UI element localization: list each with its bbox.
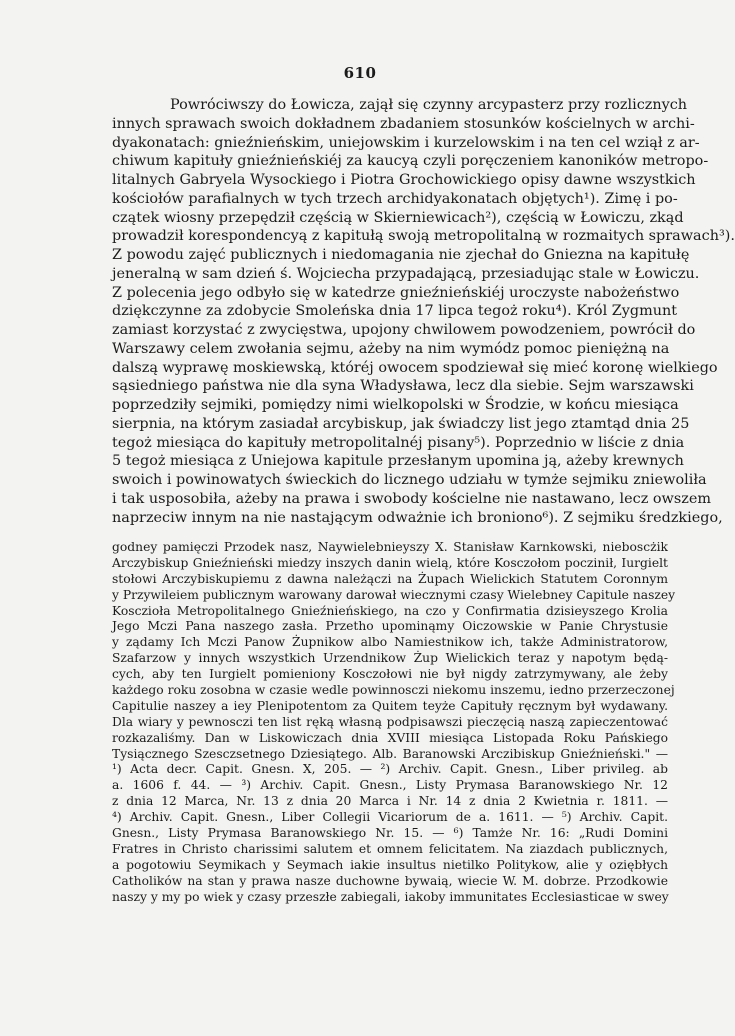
footnotes [112,540,676,905]
main-text-line: zamiast korzystać z zwycięstwa, upojony chwilowem powodzeniem, powrócił do [112,322,696,338]
main-text-line: dziękczynne za zdobycie Smoleńska dnia 17 lipca tegoż roku⁴). Król Zygmunt [112,303,678,320]
footnote-line: a pogotowiu Seymikach y Seymach iakie insultus nietilko Politykow, alie y oziębłych [112,857,668,872]
main-text-line: tegoż miesiąca do kapituły metropolitalnéj pisany⁵). Poprzednio w liście z dnia [112,434,685,451]
main-text-line: i tak usposobiła, ażeby na prawa i swobody kościelne nie nastawano, lecz owszem [112,490,712,507]
footnote-line: Dla wiary y pewnosczi ten list ręką własną podpisawszi pieczęcią naszą zapieczentować [112,714,668,729]
main-text-line: swoich i powinowatych świeckich do licznego udziału w tymże sejmiku zniewoliła [112,472,707,488]
main-text-line: sąsiedniego państwa nie dla syna Władysława, lecz dla siebie. Sejm warszawski [112,378,694,395]
main-text-line: prowadził korespondencyą z kapitułą swoją metropolitalną w rozmaitych sprawach³). [112,228,735,245]
footnote-line: ¹) Acta decr. Capit. Gnesn. X, 205. — ²) Archiv. Capit. Gnesn., Liber privileg. ab [112,762,668,777]
main-text-line: dalszą wyprawę moskiewską, któréj owocem spodziewał się mieć koronę wielkiego [112,359,718,376]
main-text-line: Z powodu zajęć publicznych i niedomagania nie zjechał do Gniezna na kapitułę [112,247,690,263]
footnote-line: rozkazaliśmy. Dan w Liskowiczach dnia XVIII miesiąca Listopada Roku Pańskiego [112,730,668,745]
main-text-line: poprzedziły sejmiki, pomiędzy nimi wielkopolski w Środzie, w końcu miesiąca [112,397,679,413]
footnote-line: a. 1606 f. 44. — ³) Archiv. Capit. Gnesn., Listy Prymasa Baranowskiego Nr. 12 [112,778,668,793]
footnote-line: Tysiącznego Szesczsetnego Dziesiątego. Alb. Baranowski Arczibiskup Gnieźnieński." — [112,746,668,761]
footnote-line: Arczybiskup Gnieźnieński miedzy inszych danin wielą, które Kosczołom poczinił, Iurgielt [112,555,668,570]
main-text-line: chiwum kapituły gnieźnieńskiéj za kaucyą czyli poręczeniem kanoników metropo- [112,153,709,170]
page-number: 610 [343,64,377,82]
footnote-line: Catholików na stan y prawa nasze duchowne bywaią, wiecie W. M. dobrze. Przodkowie [112,873,668,888]
footnote-line: ⁴) Archiv. Capit. Gnesn., Liber Collegii Vicariorum de a. 1611. — ⁵) Archiv. Capit. [112,810,668,825]
footnote-line: godney pamięczi Przodek nasz, Naywielebnieyszy X. Stanisław Karnkowski, nieboscżik [112,540,668,554]
main-text-line: litalnych Gabryela Wysockiego i Piotra Grochowickiego opisy dawne wszystkich [112,172,696,188]
footnote-line: naszy y my po wiek y czasy przeszłe zabiegali, iakoby immunitates Ecclesiasticae w swey [112,889,669,904]
footnote-line: Capitulie naszey a iey Plenipotentom za Quitem teyże Capituły ręcznym był wydawany. [112,698,668,713]
footnote-line: y ządamy Ich Mczi Panow Żupnikow albo Namiestnikow ich, także Administratorow, [112,635,668,650]
footnote-line: cych, aby ten Iurgielt pomieniony Kosczołowi nie był nigdy zatrzymywany, ale żeby [112,667,668,682]
main-text-line: innych sprawach swoich dokładnem zbadaniem stosunków kościelnych w archi- [112,115,695,132]
main-text-line: dyakonatach: gnieźnieńskim, uniejowskim i kurzelowskim i na ten cel wziął z ar- [112,134,700,151]
footnote-line: Gnesn., Listy Prymasa Baranowskiego Nr. 15. — ⁶) Tamże Nr. 16: „Rudi Domini [112,826,668,841]
main-text-line: Z polecenia jego odbyło się w katedrze gnieźnieńskiéj uroczyste nabożeństwo [112,284,680,301]
footnote-line: stołowi Arczybiskupiemu z dawna należączi na Żupach Wielickich Statutem Coronnym [112,571,668,586]
main-text-line: Warszawy celem zwołania sejmu, ażeby na nim wymódz pomoc pieniężną na [112,340,670,357]
footnote-line: każdego roku zosobna w czasie wedle powinnosczi niekomu inszemu, iedno przerzeczonej [112,683,675,698]
footnote-line: y Przywileiem publicznym warowany darował wiecznymi czasy Wielebney Capitule naszey [112,587,676,602]
main-text-line: 5 tegoż miesiąca z Uniejowa kapitule przesłanym upomina ją, ażeby krewnych [112,453,684,470]
main-text-line: kościołów parafialnych w tych trzech archidyakonatach objętych¹). Zimę i po- [112,190,678,207]
main-text [112,96,735,527]
main-text-line: sierpnia, na którym zasiadał arcybiskup, jak świadczy list jego ztamtąd dnia 25 [112,415,690,432]
main-text-line: Powróciwszy do Łowicza, zajął się czynny arcypasterz przy rozlicznych [170,97,688,113]
main-text-line: naprzeciw innym na nie nastającym odważnie ich broniono⁶). Z sejmiku średzkiego, [112,509,723,526]
main-text-line: jeneralną w sam dzień ś. Wojciecha przypadającą, przesiadując stale w Łowiczu. [112,265,700,282]
footnote-line: Jego Mczi Pana naszego zasła. Przetho upominąmy Oiczowskie w Panie Chrystusie [112,619,668,634]
main-text-line: czątek wiosny przepędził częścią w Skierniewicach²), częścią w Łowiczu, zkąd [112,209,684,226]
footnote-line: z dnia 12 Marca, Nr. 13 z dnia 20 Marca i Nr. 14 z dnia 2 Kwietnia r. 1811. — [112,794,668,809]
footnote-line: Szafarzow y innych wszystkich Urzendnikow Żup Wielickich teraz y napotym będą- [112,651,668,666]
footnote-line: Fratres in Christo charissimi salutem et omnem felicitatem. Na ziazdach publicznych, [112,841,668,856]
footnote-line: Kosczioła Metropolitalnego Gnieźnieńskiego, na czo y Confirmatia dzisieyszego Krolia [112,603,668,618]
